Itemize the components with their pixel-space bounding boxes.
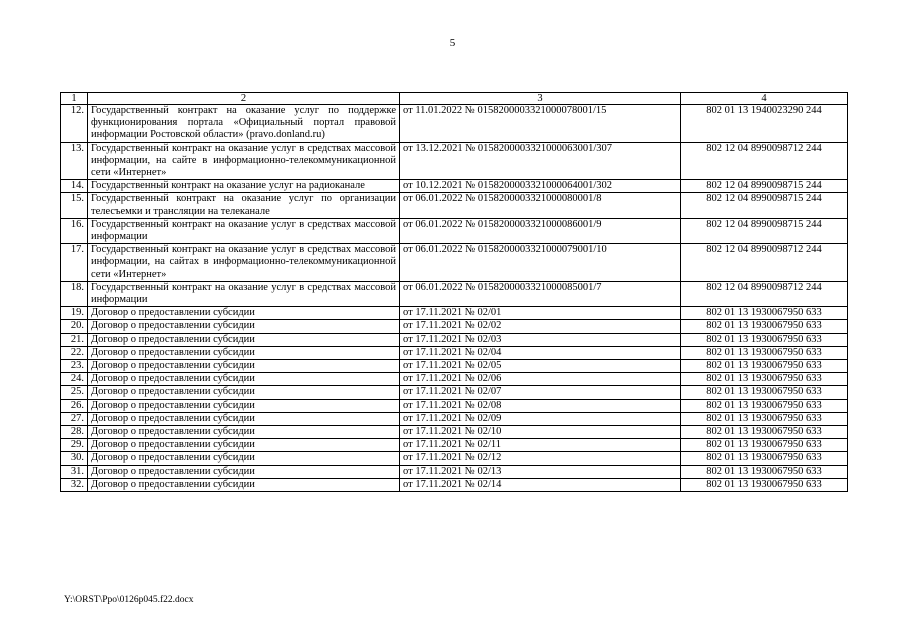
file-path-footer: Y:\ORST\Ppo\0126p045.f22.docx — [64, 595, 194, 605]
row-number: 12. — [61, 105, 88, 143]
row-number: 27. — [61, 412, 88, 425]
contract-name: Государственный контракт на оказание услуг в средствах массовой информации — [88, 218, 400, 243]
table-row — [61, 465, 848, 478]
contract-details: от 17.11.2021 № 02/03 — [400, 333, 681, 346]
budget-code: 802 01 13 1930067950 633 — [681, 386, 848, 399]
contract-details: от 17.11.2021 № 02/14 — [400, 478, 681, 491]
column-header-2: 2 — [88, 93, 400, 105]
table-row — [61, 439, 848, 452]
contract-name: Договор о предоставлении субсидии — [88, 307, 400, 320]
budget-code: 802 01 13 1940023290 244 — [681, 105, 848, 143]
budget-code: 802 12 04 8990098715 244 — [681, 218, 848, 243]
budget-code: 802 01 13 1930067950 633 — [681, 333, 848, 346]
contract-name: Государственный контракт на оказание услуг на радиоканале — [88, 180, 400, 193]
table-body — [61, 105, 848, 492]
row-number: 30. — [61, 452, 88, 465]
budget-code: 802 01 13 1930067950 633 — [681, 360, 848, 373]
row-number: 14. — [61, 180, 88, 193]
contract-details: от 17.11.2021 № 02/10 — [400, 426, 681, 439]
contract-name: Договор о предоставлении субсидии — [88, 320, 400, 333]
row-number: 21. — [61, 333, 88, 346]
budget-code: 802 01 13 1930067950 633 — [681, 320, 848, 333]
row-number: 13. — [61, 142, 88, 180]
contract-name: Договор о предоставлении субсидии — [88, 399, 400, 412]
table-row — [61, 281, 848, 306]
page-number: 5 — [449, 37, 456, 49]
row-number: 28. — [61, 426, 88, 439]
contract-details: от 10.12.2021 № 0158200003321000064001/302 — [400, 180, 681, 193]
budget-code: 802 01 13 1930067950 633 — [681, 439, 848, 452]
contract-name: Договор о предоставлении субсидии — [88, 373, 400, 386]
row-number: 24. — [61, 373, 88, 386]
contract-name: Договор о предоставлении субсидии — [88, 478, 400, 491]
table-row — [61, 307, 848, 320]
contract-details: от 17.11.2021 № 02/01 — [400, 307, 681, 320]
contract-details: от 17.11.2021 № 02/13 — [400, 465, 681, 478]
contract-name: Государственный контракт на оказание услуг по поддержке функционирования портала «Официальный портал правовой информации Ростовской области» (pravo.donland.ru) — [88, 105, 400, 143]
row-number: 26. — [61, 399, 88, 412]
row-number: 16. — [61, 218, 88, 243]
budget-code: 802 01 13 1930067950 633 — [681, 399, 848, 412]
table-row — [61, 478, 848, 491]
contract-name: Договор о предоставлении субсидии — [88, 412, 400, 425]
contract-name: Договор о предоставлении субсидии — [88, 465, 400, 478]
contract-details: от 17.11.2021 № 02/02 — [400, 320, 681, 333]
table-row — [61, 142, 848, 180]
contract-details: от 11.01.2022 № 0158200003321000078001/15 — [400, 105, 681, 143]
contract-details: от 13.12.2021 № 0158200003321000063001/307 — [400, 142, 681, 180]
budget-code: 802 01 13 1930067950 633 — [681, 452, 848, 465]
budget-code: 802 01 13 1930067950 633 — [681, 426, 848, 439]
contract-details: от 17.11.2021 № 02/09 — [400, 412, 681, 425]
row-number: 20. — [61, 320, 88, 333]
row-number: 25. — [61, 386, 88, 399]
row-number: 31. — [61, 465, 88, 478]
budget-code: 802 12 04 8990098712 244 — [681, 244, 848, 282]
contract-name: Договор о предоставлении субсидии — [88, 333, 400, 346]
column-header-1: 1 — [61, 93, 88, 105]
row-number: 18. — [61, 281, 88, 306]
budget-code: 802 12 04 8990098715 244 — [681, 180, 848, 193]
contract-details: от 06.01.2022 № 0158200003321000086001/9 — [400, 218, 681, 243]
contract-details: от 17.11.2021 № 02/06 — [400, 373, 681, 386]
budget-code: 802 12 04 8990098712 244 — [681, 142, 848, 180]
budget-code: 802 12 04 8990098712 244 — [681, 281, 848, 306]
table-row — [61, 386, 848, 399]
table-row — [61, 180, 848, 193]
contract-details: от 17.11.2021 № 02/08 — [400, 399, 681, 412]
row-number: 32. — [61, 478, 88, 491]
row-number: 17. — [61, 244, 88, 282]
table-row — [61, 412, 848, 425]
table-header-row — [61, 93, 848, 105]
contract-name: Договор о предоставлении субсидии — [88, 386, 400, 399]
contract-name: Договор о предоставлении субсидии — [88, 346, 400, 359]
row-number: 23. — [61, 360, 88, 373]
budget-code: 802 01 13 1930067950 633 — [681, 465, 848, 478]
contract-name: Договор о предоставлении субсидии — [88, 360, 400, 373]
contracts-table — [60, 92, 848, 492]
row-number: 15. — [61, 193, 88, 218]
contract-details: от 17.11.2021 № 02/04 — [400, 346, 681, 359]
table-row — [61, 426, 848, 439]
contract-details: от 06.01.2022 № 0158200003321000080001/8 — [400, 193, 681, 218]
budget-code: 802 01 13 1930067950 633 — [681, 478, 848, 491]
table-row — [61, 360, 848, 373]
row-number: 19. — [61, 307, 88, 320]
column-header-4: 4 — [681, 93, 848, 105]
contract-name: Договор о предоставлении субсидии — [88, 452, 400, 465]
contract-name: Государственный контракт на оказание услуг в средствах массовой информации, на сайтах в информационно-телекоммуникационной сети «Интернет» — [88, 244, 400, 282]
contract-details: от 06.01.2022 № 0158200003321000085001/7 — [400, 281, 681, 306]
budget-code: 802 12 04 8990098715 244 — [681, 193, 848, 218]
contract-name: Договор о предоставлении субсидии — [88, 426, 400, 439]
budget-code: 802 01 13 1930067950 633 — [681, 373, 848, 386]
contract-name: Государственный контракт на оказание услуг по организации телесъемки и трансляции на телеканале — [88, 193, 400, 218]
table-row — [61, 346, 848, 359]
contract-details: от 17.11.2021 № 02/07 — [400, 386, 681, 399]
table-row — [61, 333, 848, 346]
table-row — [61, 320, 848, 333]
budget-code: 802 01 13 1930067950 633 — [681, 307, 848, 320]
contract-name: Государственный контракт на оказание услуг в средствах массовой информации — [88, 281, 400, 306]
table-row — [61, 373, 848, 386]
contract-name: Договор о предоставлении субсидии — [88, 439, 400, 452]
contract-details: от 17.11.2021 № 02/12 — [400, 452, 681, 465]
contract-details: от 17.11.2021 № 02/11 — [400, 439, 681, 452]
contract-details: от 06.01.2022 № 0158200003321000079001/10 — [400, 244, 681, 282]
row-number: 29. — [61, 439, 88, 452]
column-header-3: 3 — [400, 93, 681, 105]
table-row — [61, 452, 848, 465]
table-row — [61, 399, 848, 412]
budget-code: 802 01 13 1930067950 633 — [681, 412, 848, 425]
table-row — [61, 218, 848, 243]
table-row — [61, 244, 848, 282]
contract-name: Государственный контракт на оказание услуг в средствах массовой информации, на сайте в информационно-телекоммуникационной сети «Интернет» — [88, 142, 400, 180]
row-number: 22. — [61, 346, 88, 359]
table-row — [61, 193, 848, 218]
budget-code: 802 01 13 1930067950 633 — [681, 346, 848, 359]
table-row — [61, 105, 848, 143]
contract-details: от 17.11.2021 № 02/05 — [400, 360, 681, 373]
